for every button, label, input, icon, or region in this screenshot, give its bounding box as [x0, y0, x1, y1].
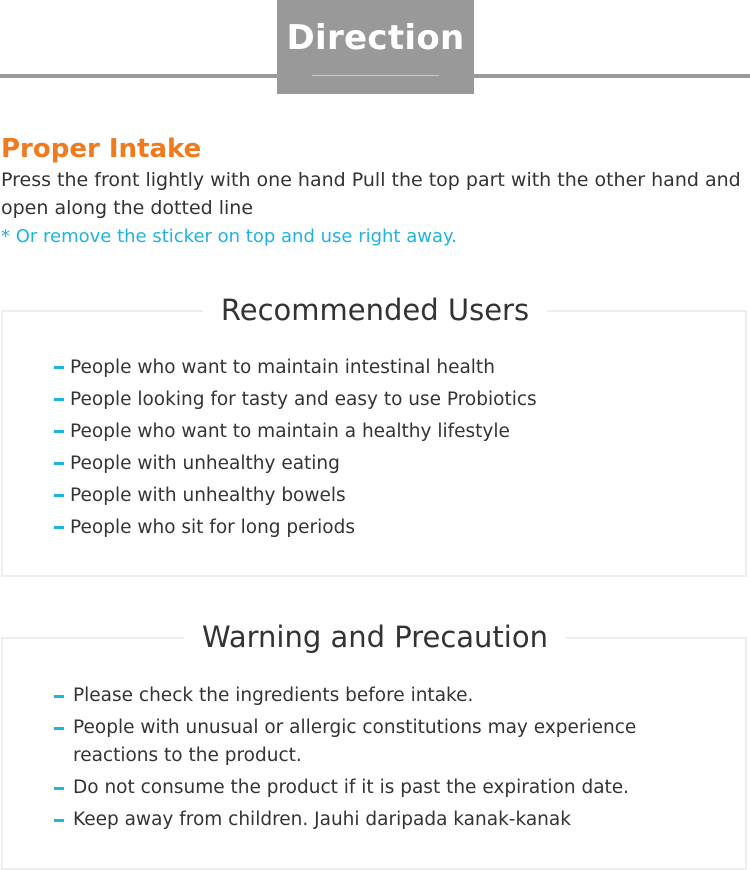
dash-bullet-icon — [54, 819, 64, 822]
recommended-users-title-wrap — [0, 292, 750, 328]
page-title: Direction — [286, 18, 465, 58]
list-item-text: People who want to maintain a healthy lifestyle — [70, 421, 510, 442]
list-item-text: People with unusual or allergic constitutions may experience reactions to the product. — [73, 717, 637, 766]
proper-intake-heading: Proper Intake — [1, 134, 202, 164]
dash-bullet-icon — [54, 526, 64, 529]
proper-intake-section — [1, 132, 746, 252]
warning-title: Warning and Precaution — [184, 620, 566, 654]
proper-intake-note: * Or remove the sticker on top and use right away. — [1, 226, 457, 247]
dash-bullet-icon — [54, 398, 64, 401]
proper-intake-text: Press the front lightly with one hand Pull the top part with the other hand and open along the dotted line — [1, 169, 741, 219]
list-item-text: Do not consume the product if it is past the expiration date. — [73, 777, 630, 798]
list-item-text: People looking for tasty and easy to use Probiotics — [70, 389, 537, 410]
recommended-users-title: Recommended Users — [203, 293, 547, 327]
list-item-text: People who sit for long periods — [70, 517, 356, 538]
list-item — [54, 352, 537, 384]
list-item — [54, 774, 714, 802]
list-item — [54, 448, 537, 480]
dash-bullet-icon — [54, 727, 64, 730]
section-header-tab — [277, 0, 474, 94]
dash-bullet-icon — [54, 462, 64, 465]
list-item-text: People with unhealthy eating — [70, 453, 340, 474]
list-item — [54, 416, 537, 448]
dash-bullet-icon — [54, 366, 64, 369]
list-item-text: People with unhealthy bowels — [70, 485, 346, 506]
dash-bullet-icon — [54, 695, 64, 698]
header-underline — [312, 75, 439, 76]
dash-bullet-icon — [54, 430, 64, 433]
list-item-text: People who want to maintain intestinal health — [70, 357, 495, 378]
list-item — [54, 384, 537, 416]
list-item — [54, 806, 714, 834]
list-item — [54, 512, 537, 544]
list-item-text: Please check the ingredients before intake. — [73, 685, 474, 706]
dash-bullet-icon — [54, 787, 64, 790]
warning-list — [54, 682, 714, 838]
list-item — [54, 480, 537, 512]
warning-title-wrap — [0, 619, 750, 655]
list-item — [54, 714, 714, 770]
list-item-text: Keep away from children. Jauhi daripada kanak-kanak — [73, 809, 571, 830]
dash-bullet-icon — [54, 494, 64, 497]
list-item — [54, 682, 714, 710]
recommended-users-list — [54, 352, 537, 544]
